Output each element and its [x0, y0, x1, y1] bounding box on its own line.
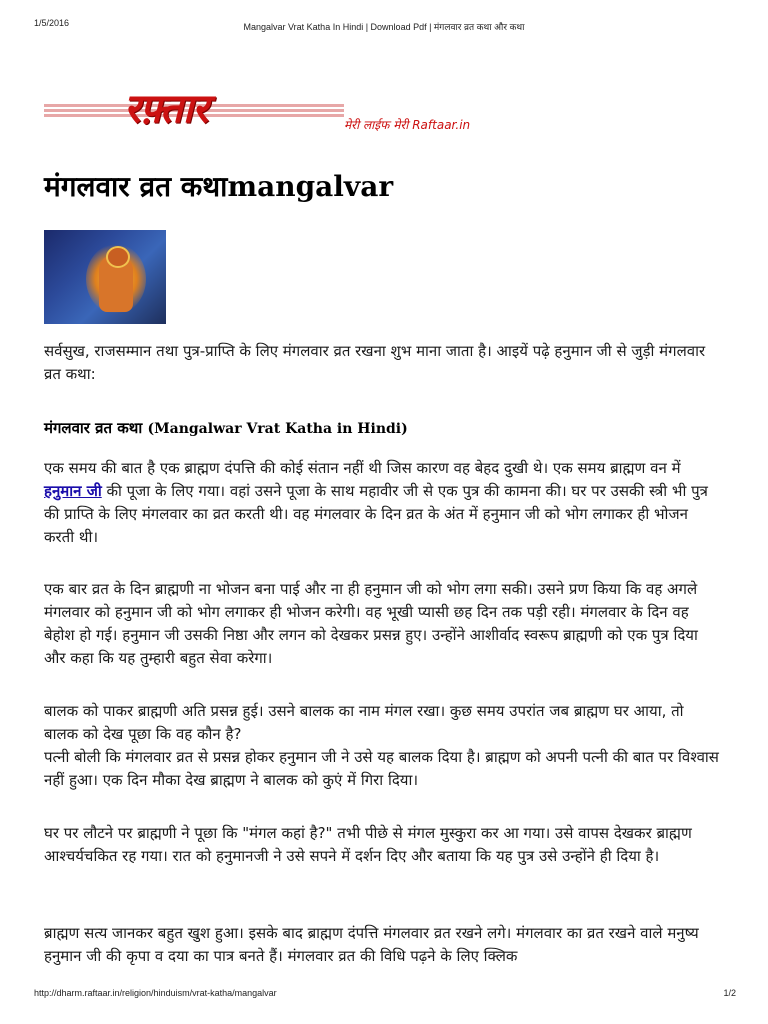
logo-tagline: मेरी लाईफ मेरी Raftaar.in — [344, 118, 471, 132]
print-date: 1/5/2016 — [34, 18, 70, 28]
story-paragraph-1 — [44, 457, 722, 549]
story-paragraph-1-text-a: एक समय की बात है एक ब्राह्मण दंपत्ति की कोई संतान नहीं थी जिस कारण वह बेहद दुखी थे। एक समय ब्राह्मण वन में — [44, 459, 681, 477]
print-footer — [0, 988, 768, 1002]
logo-wordmark: रफ़्तार — [124, 86, 208, 132]
site-logo[interactable] — [44, 86, 514, 140]
section-heading — [44, 418, 408, 438]
footer-url: http://dharm.raftaar.in/religion/hinduism/vrat-katha/mangalvar — [34, 988, 277, 998]
story-paragraph-1-text-b: की पूजा के लिए गया। वहां उसने पूजा के साथ महावीर जी से एक पुत्र की कामना की। घर पर उसकी स्त्री भी पुत्र की प्राप्ति के लिए मंगलवार का व्रत करती थी। वह मंगलवार के दिन व्रत के अंत में हनुमान जी को भोग लगाकर ही भोजन करती थी। — [44, 482, 708, 546]
intro-paragraph: सर्वसुख, राजसम्मान तथा पुत्र-प्राप्ति के लिए मंगलवार व्रत रखना शुभ माना जाता है। आइयें पढ़े हनुमान जी से जुड़ी मंगलवार व्रत कथा: — [44, 342, 706, 383]
page-title — [44, 167, 734, 207]
page-title-english: mangalvar — [227, 170, 394, 203]
hanuman-ji-link[interactable]: हनुमान जी — [44, 482, 102, 500]
story-paragraph-3a: बालक को पाकर ब्राह्मणी अति प्रसन्न हुई। उसने बालक का नाम मंगल रखा। कुछ समय उपरांत जब ब्राह्मण घर आया, तो बालक को देख पूछा कि वह कौन है? — [44, 702, 684, 743]
print-title: Mangalvar Vrat Katha In Hindi | Download Pdf | मंगलवार व्रत कथा और कथा — [243, 22, 525, 32]
section-heading-english: (Mangalwar Vrat Katha in Hindi) — [147, 421, 408, 437]
page-title-hindi: मंगलवार व्रत कथा — [44, 170, 228, 203]
story-paragraph-5: ब्राह्मण सत्य जानकर बहुत खुश हुआ। इसके बाद ब्राह्मण दंपत्ति मंगलवार व्रत रखने लगे। मंगलवार का व्रत रखने वाले मनुष्य हनुमान जी की कृपा व दया का पात्र बनते हैं। मंगलवार व्रत की विधि पढ़ने के लिए क्लिक — [44, 924, 699, 965]
section-heading-hindi: मंगलवार व्रत कथा — [44, 419, 143, 437]
story-paragraph-3b: पत्नी बोली कि मंगलवार व्रत से प्रसन्न होकर हनुमान जी ने उसे यह बालक दिया है। ब्राह्मण को अपनी पत्नी की बात पर विश्वास नहीं हुआ। एक दिन मौका देख ब्राह्मण ने बालक को कुएं में गिरा दिया। — [44, 748, 719, 789]
story-paragraph-4: घर पर लौटने पर ब्राह्मणी ने पूछा कि "मंगल कहां है?" तभी पीछे से मंगल मुस्कुरा कर आ गया। उसे वापस देखकर ब्राह्मण आश्चर्यचकित रह गया। रात को हनुमानजी ने उसे सपने में दर्शन दिए और बताया कि यह पुत्र उसे उन्होंने ही दिया है। — [44, 824, 692, 865]
story-paragraph-2: एक बार व्रत के दिन ब्राह्मणी ना भोजन बना पाई और ना ही हनुमान जी को भोग लगा सकी। उसने प्रण किया कि वह अगले मंगलवार को हनुमान जी को भोग लगाकर ही भोजन करेगी। वह भूखी प्यासी छह दिन तक पड़ी रही। मंगलवार के दिन वह बेहोश हो गई। हनुमान जी उसकी निष्ठा और लगन को देखकर प्रसन्न हुए। उन्होंने आशीर्वाद स्वरूप ब्राह्मणी को एक पुत्र दिया और कहा कि यह तुम्हारी बहुत सेवा करेगा। — [44, 580, 698, 667]
hanuman-image — [44, 230, 166, 324]
print-header — [0, 18, 768, 34]
page-number: 1/2 — [723, 988, 736, 998]
